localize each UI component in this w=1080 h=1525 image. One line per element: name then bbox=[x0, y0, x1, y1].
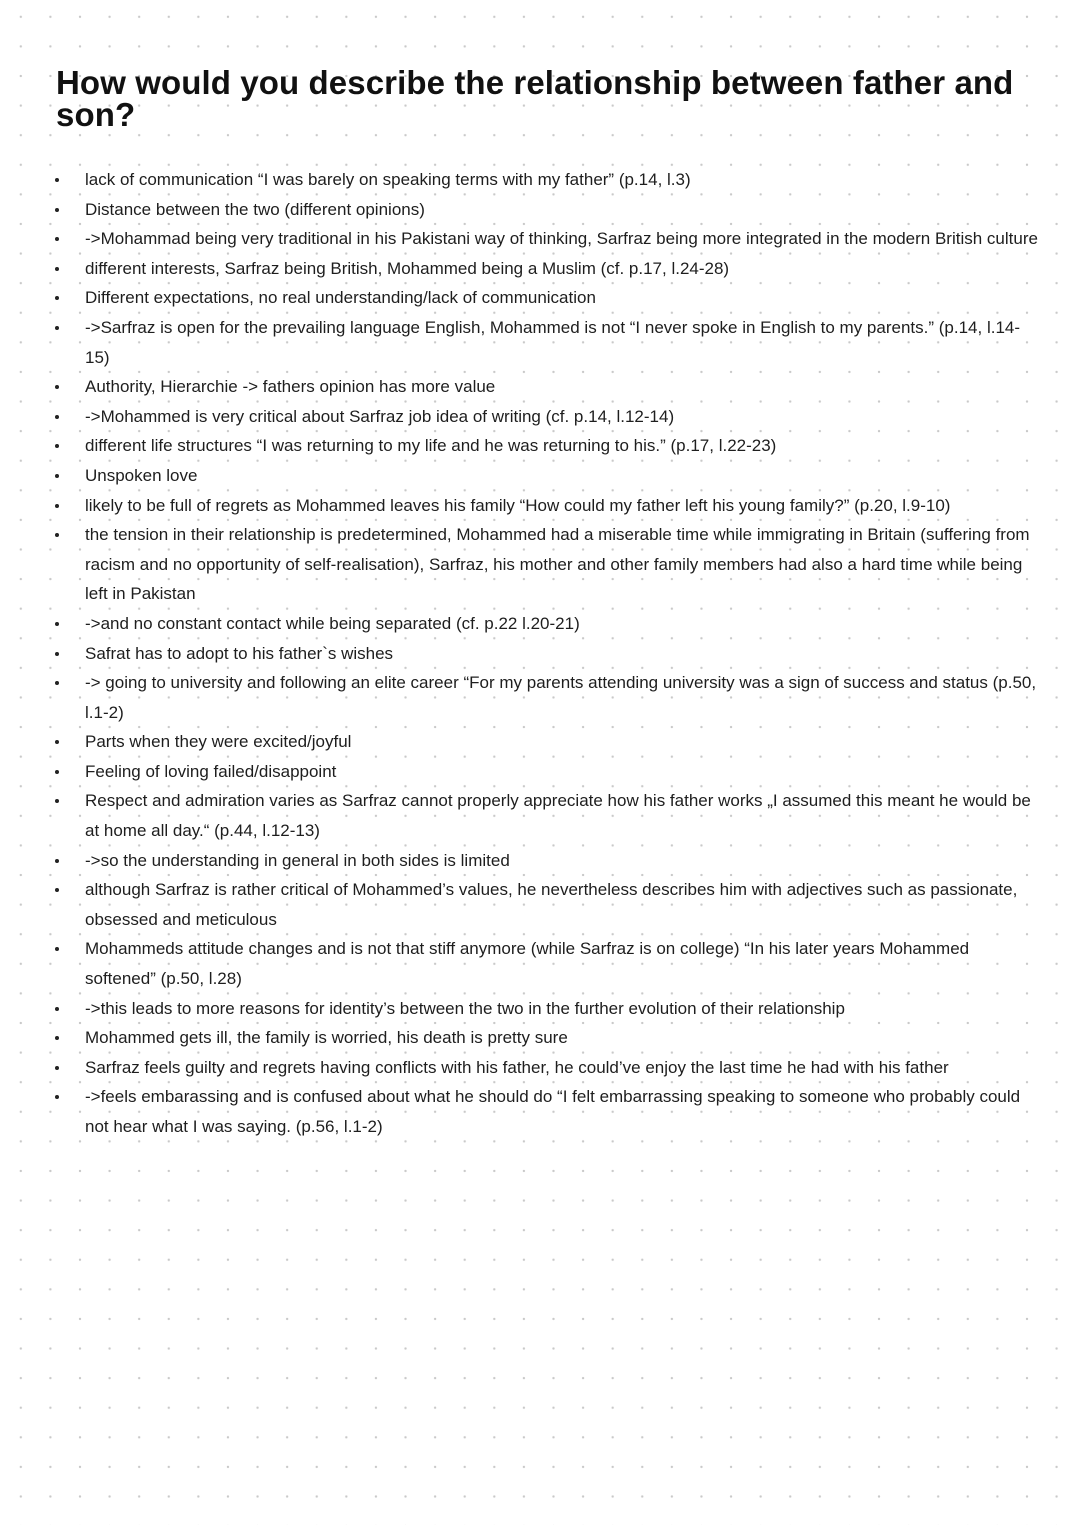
bullet-dot-icon bbox=[55, 947, 59, 951]
list-item bbox=[50, 1082, 1040, 1141]
bullet-dot-icon bbox=[55, 888, 59, 892]
list-item-text: ->Mohammed is very critical about Sarfraz job idea of writing (cf. p.14, l.12-14) bbox=[85, 406, 675, 426]
bullet-dot-icon bbox=[55, 474, 59, 478]
bullet-dot-icon bbox=[55, 296, 59, 300]
list-item bbox=[50, 994, 1040, 1024]
list-item bbox=[50, 875, 1040, 934]
list-item-text: the tension in their relationship is predetermined, Mohammed had a miserable time while immigrating in Britain (suffering from racism and no opportunity of self-realisation), Sarfraz, his mother and other family members had also a hard time while being left in Pakistan bbox=[85, 525, 1030, 604]
list-item-text: Feeling of loving failed/disappoint bbox=[85, 761, 337, 781]
list-item-text: ->Mohammad being very traditional in his Pakistani way of thinking, Sarfraz being more integrated in the modern British culture bbox=[85, 229, 1038, 249]
list-item-text: although Sarfraz is rather critical of Mohammed’s values, he nevertheless describes him with adjectives such as passionate, obsessed and meticulous bbox=[85, 880, 1018, 929]
bullet-dot-icon bbox=[55, 415, 59, 419]
list-item bbox=[50, 934, 1040, 993]
list-item bbox=[50, 195, 1040, 225]
list-item-text: Authority, Hierarchie -> fathers opinion has more value bbox=[85, 377, 496, 397]
list-item bbox=[50, 224, 1040, 254]
bullet-dot-icon bbox=[55, 740, 59, 744]
list-item-text: Sarfraz feels guilty and regrets having conflicts with his father, he could’ve enjoy the last time he had with his father bbox=[85, 1057, 949, 1077]
bullet-dot-icon bbox=[55, 444, 59, 448]
list-item bbox=[50, 609, 1040, 639]
list-item-text: Respect and admiration varies as Sarfraz cannot properly appreciate how his father works „I assumed this meant he would be at home all day.“ (p.44, l.12-13) bbox=[85, 791, 1031, 841]
list-item bbox=[50, 1053, 1040, 1083]
list-item bbox=[50, 461, 1040, 491]
list-item-text: Mohammeds attitude changes and is not that stiff anymore (while Sarfraz is on college) “In his later years Mohammed softened” (p.50, l.28) bbox=[85, 939, 970, 989]
bullet-dot-icon bbox=[55, 859, 59, 863]
list-item-text: different interests, Sarfraz being British, Mohammed being a Muslim (cf. p.17, l.24-28) bbox=[85, 258, 730, 278]
list-item bbox=[50, 757, 1040, 787]
list-item bbox=[50, 846, 1040, 876]
list-item bbox=[50, 165, 1040, 195]
bullet-dot-icon bbox=[55, 208, 59, 212]
bullet-dot-icon bbox=[55, 385, 59, 389]
bullet-list bbox=[50, 165, 1040, 1142]
bullet-dot-icon bbox=[55, 1036, 59, 1040]
list-item-text: Distance between the two (different opinions) bbox=[85, 199, 425, 219]
list-item bbox=[50, 283, 1040, 313]
list-item-text: Safrat has to adopt to his father`s wishes bbox=[85, 643, 394, 663]
bullet-dot-icon bbox=[55, 1066, 59, 1070]
list-item-text: -> going to university and following an elite career “For my parents attending university was a sign of success and status (p.50, l.1-2) bbox=[85, 673, 1037, 722]
list-item-text: Parts when they were excited/joyful bbox=[85, 732, 352, 752]
bullet-dot-icon bbox=[55, 504, 59, 508]
list-item bbox=[50, 491, 1040, 521]
bullet-dot-icon bbox=[55, 326, 59, 330]
bullet-dot-icon bbox=[55, 1095, 59, 1099]
bullet-dot-icon bbox=[55, 652, 59, 656]
list-item bbox=[50, 727, 1040, 757]
list-item-text: lack of communication “I was barely on speaking terms with my father” (p.14, l.3) bbox=[85, 170, 691, 189]
list-item bbox=[50, 786, 1040, 845]
list-item-text: Mohammed gets ill, the family is worried, his death is pretty sure bbox=[85, 1028, 568, 1048]
list-item-text: likely to be full of regrets as Mohammed leaves his family “How could my father left his young family?” (p.20, l.9-10) bbox=[85, 495, 951, 515]
list-item bbox=[50, 372, 1040, 402]
list-item bbox=[50, 668, 1040, 727]
list-item-text: ->so the understanding in general in both sides is limited bbox=[85, 850, 510, 870]
list-item-text: ->Sarfraz is open for the prevailing language English, Mohammed is not “I never spoke in English to my parents.” (p.14, l.14-15) bbox=[85, 317, 1021, 367]
list-item-text: ->feels embarassing and is confused about what he should do “I felt embarrassing speaking to someone who probably could not hear what I was saying. (p.56, l.1-2) bbox=[85, 1087, 1021, 1136]
bullet-dot-icon bbox=[55, 799, 59, 803]
bullet-dot-icon bbox=[55, 622, 59, 626]
list-item bbox=[50, 254, 1040, 284]
bullet-dot-icon bbox=[55, 681, 59, 685]
list-item bbox=[50, 431, 1040, 461]
bullet-dot-icon bbox=[55, 1007, 59, 1011]
bullet-dot-icon bbox=[55, 178, 59, 182]
list-item bbox=[50, 639, 1040, 669]
list-item bbox=[50, 1023, 1040, 1053]
list-item bbox=[50, 520, 1040, 609]
list-item-text: Different expectations, no real understanding/lack of communication bbox=[85, 288, 596, 308]
list-item-text: different life structures “I was returning to my life and he was returning to his.” (p.17, l.22-23) bbox=[85, 436, 777, 456]
list-item-text: ->this leads to more reasons for identity’s between the two in the further evolution of their relationship bbox=[85, 998, 845, 1018]
bullet-dot-icon bbox=[55, 770, 59, 774]
bullet-dot-icon bbox=[55, 237, 59, 241]
list-item bbox=[50, 402, 1040, 432]
list-item-text: ->and no constant contact while being separated (cf. p.22 l.20-21) bbox=[85, 613, 580, 633]
bullet-dot-icon bbox=[55, 533, 59, 537]
page-title: How would you describe the relationship between father and son? bbox=[56, 64, 1014, 133]
bullet-dot-icon bbox=[55, 267, 59, 271]
list-item-text: Unspoken love bbox=[85, 465, 198, 485]
list-item bbox=[50, 313, 1040, 372]
